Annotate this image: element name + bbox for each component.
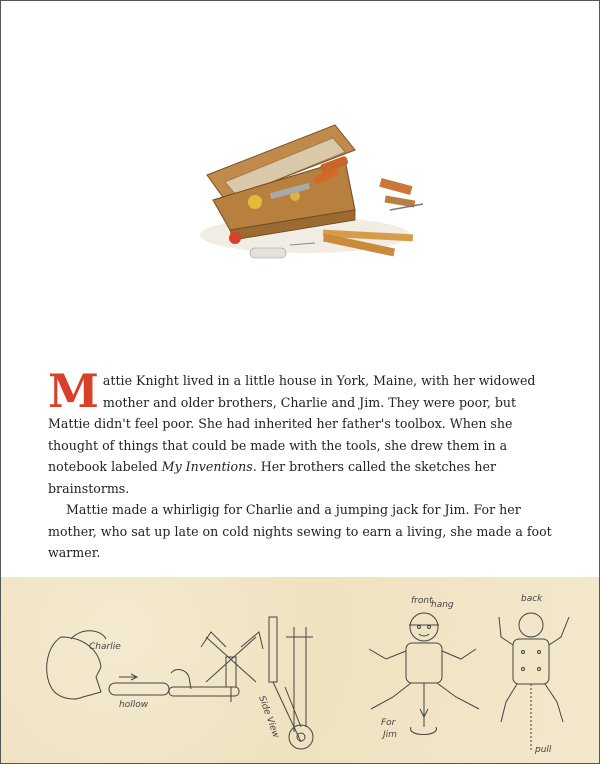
paragraph-1 [48, 364, 558, 499]
label-front: front [411, 596, 433, 606]
sketch-strip [1, 577, 599, 763]
paragraph-1-end: . Her brothers called the sketches her brainstorms. [48, 459, 496, 496]
paragraph-1-text: attie Knight lived in a little house in York, Maine, with her widowed mother and older brothers, Charlie and Jim. They were poor, but Mattie didn't feel poor. She had inherited her father's toolbox. When she thought of things that could be made with the tools, she drew them in a notebook labeled [48, 373, 536, 474]
label-pull: pull [535, 745, 552, 755]
label-hang: hang [431, 600, 454, 610]
drop-cap: M [48, 364, 99, 418]
label-back: back [521, 594, 543, 604]
story-text [48, 364, 558, 564]
label-jim: Jim [383, 730, 397, 740]
label-charlie: Charlie [89, 642, 121, 652]
paragraph-2: Mattie made a whirligig for Charlie and a jumping jack for Jim. For her mother, who sat up late on cold nights sewing to earn a living, she made a foot warmer. [48, 502, 552, 560]
invention-sketches [1, 577, 599, 763]
label-for: For [381, 718, 396, 728]
notebook-title: My Inventions [161, 459, 253, 474]
label-side-view: Side View [256, 694, 281, 740]
toolbox-illustration [195, 120, 425, 270]
label-hollow: hollow [119, 700, 149, 710]
